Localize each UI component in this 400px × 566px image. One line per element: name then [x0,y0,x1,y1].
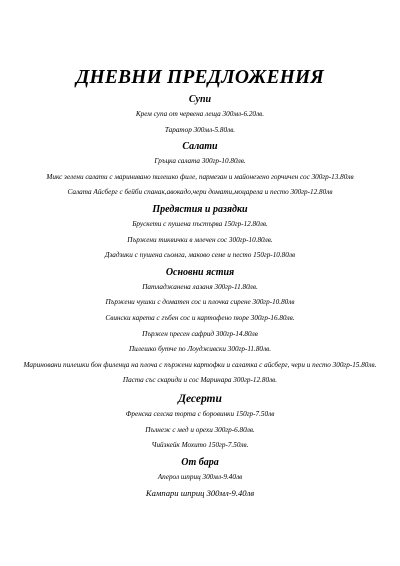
menu-item: Аперол шприц 300мл-9.40лв [157,472,243,481]
page-title: ДНЕВНИ ПРЕДЛОЖЕНИЯ [75,67,325,88]
menu-section-desserts [0,392,400,450]
menu-section-mains [0,267,400,386]
section-heading: От бара [181,456,219,468]
menu-section-soups [0,94,400,135]
menu-item: Чийзкейк Мохито 150гр-7.50лв. [151,441,249,450]
menu-item: Микс зелени салати с маринивано пилешко филе, пармезан и майонезено горчичен сос 300гр-13.80лв [46,172,354,181]
menu-item: Дзадзики с пушена сьомга, маково семе и песто 150гр-10.80лв [104,251,296,260]
menu-item: Крем супа от червена леща 300мл-6.20лв. [135,110,265,118]
section-heading: Предястия и разядки [152,203,248,215]
menu-item: Кампари шприц 300мл-9.40лв [145,488,255,499]
menu-item: Свински карета с гъбен сос и картофено пюре 300гр-16.80лв. [105,313,295,322]
menu-item: Пълнеж с мед и орехи 300гр-6.80лв. [145,425,255,434]
section-heading: Супи [188,94,212,105]
section-heading: Десерти [178,392,222,405]
menu-item: Брускети с пушена пъстърва 150гр-12.80лв. [132,219,268,228]
menu-item: Гръцка салата 300гр-10.80лв. [154,157,246,166]
section-heading: Салати [182,141,218,153]
menu-item: Паста със скариди и сос Маринара 300гр-12.80лв. [122,376,278,385]
menu-item: Пържени тиквички в млечен сос 300гр-10.80лв. [127,235,273,244]
menu-item: Френска селска торта с боровинки 150гр-7.50лв [125,409,275,418]
menu-section-starters [0,204,400,260]
menu-item: Салата Айсберг с бейби спанак,авокадо,чери домати,моцарела и песто 300гр-12.80лв [67,188,333,197]
menu-item: Таратор 300мл-5.80лв. [164,125,236,134]
menu-item: Мариновани пилешки бон филенца на плоча с пържени картофки и салатка с айсберг, чери и песто 300гр-15.80лв. [23,360,377,369]
menu-item: Пържени чушки с доматен сос и плочка сирене 300гр-10.80лв [105,298,295,307]
menu-section-salads [0,141,400,197]
menu-section-bar [0,457,400,499]
section-heading: Основни ястия [165,266,235,278]
menu-item: Пържен пресен сафрид 300гр-14.80лв [142,329,258,338]
menu-sections [0,94,400,498]
menu-item: Патладжанена лазаня 300гр-11.80лв. [142,282,258,291]
menu-item: Пилешко бутче по Лоудживски 300гр-11.80лв. [128,345,272,354]
